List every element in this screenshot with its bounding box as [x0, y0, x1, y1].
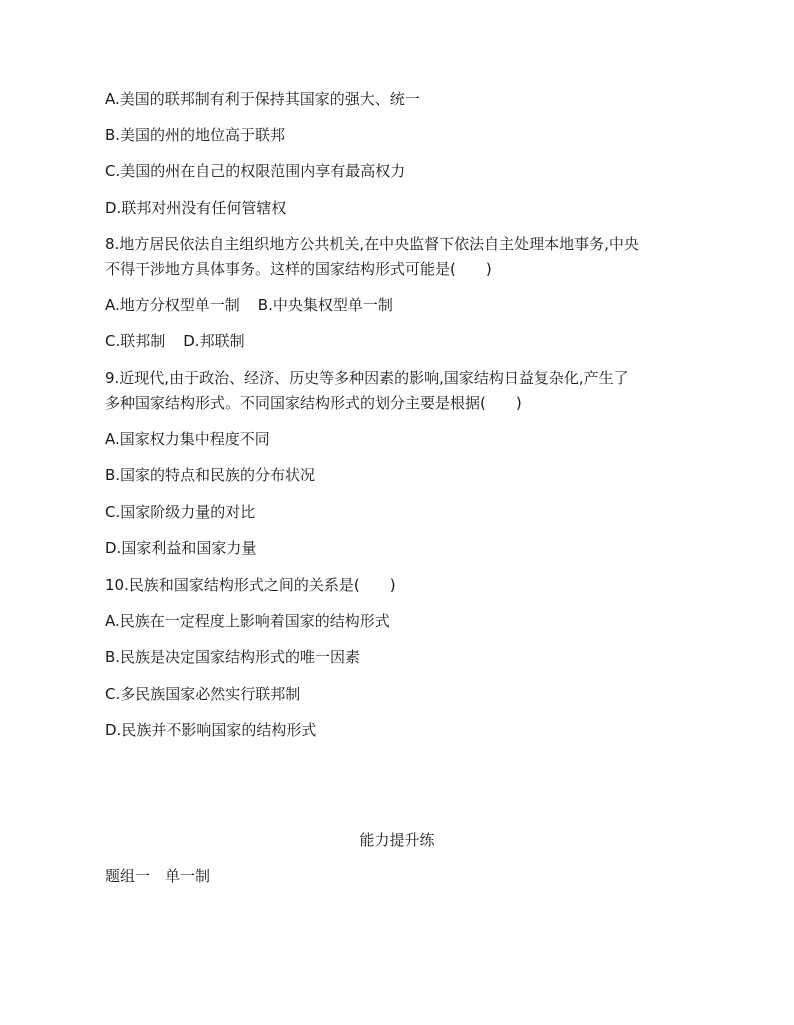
q8-options-row1	[105, 294, 393, 316]
q7-option-b: B.美国的州的地位高于联邦	[105, 126, 286, 144]
q10-option-b: B.民族是决定国家结构形式的唯一因素	[105, 648, 361, 666]
q10-option-c: C.多民族国家必然实行联邦制	[105, 685, 301, 703]
section-title: 能力提升练	[359, 831, 435, 849]
question-group-heading: 题组一 单一制	[105, 867, 211, 885]
q8-stem-line1: 8.地方居民依法自主组织地方公共机关,在中央监督下依法自主处理本地事务,中央	[105, 235, 639, 253]
q8-stem-line2: 不得干涉地方具体事务。这样的国家结构形式可能是( )	[105, 260, 492, 278]
q9-stem-line1: 9.近现代,由于政治、经济、历史等多种因素的影响,国家结构日益复杂化,产生了	[105, 369, 629, 387]
q8-options-row2	[105, 330, 245, 352]
q9-option-c: C.国家阶级力量的对比	[105, 503, 256, 521]
q9-option-d: D.国家利益和国家力量	[105, 539, 257, 557]
q9-option-b: B.国家的特点和民族的分布状况	[105, 466, 316, 484]
q9-option-a: A.国家权力集中程度不同	[105, 430, 270, 448]
q8-option-a: A.地方分权型单一制	[105, 296, 240, 314]
q9-stem-line2: 多种国家结构形式。不同国家结构形式的划分主要是根据( )	[105, 394, 522, 412]
q8-option-b: B.中央集权型单一制	[257, 296, 393, 314]
q7-option-d: D.联邦对州没有任何管辖权	[105, 199, 287, 217]
q8-option-d: D.邦联制	[183, 332, 245, 350]
q7-option-a: A.美国的联邦制有利于保持其国家的强大、统一	[105, 90, 420, 108]
q10-option-a: A.民族在一定程度上影响着国家的结构形式	[105, 612, 390, 630]
q7-option-c: C.美国的州在自己的权限范围内享有最高权力	[105, 162, 406, 180]
q10-option-d: D.民族并不影响国家的结构形式	[105, 721, 317, 739]
q8-option-c: C.联邦制	[105, 332, 166, 350]
q10-stem: 10.民族和国家结构形式之间的关系是( )	[105, 576, 396, 594]
